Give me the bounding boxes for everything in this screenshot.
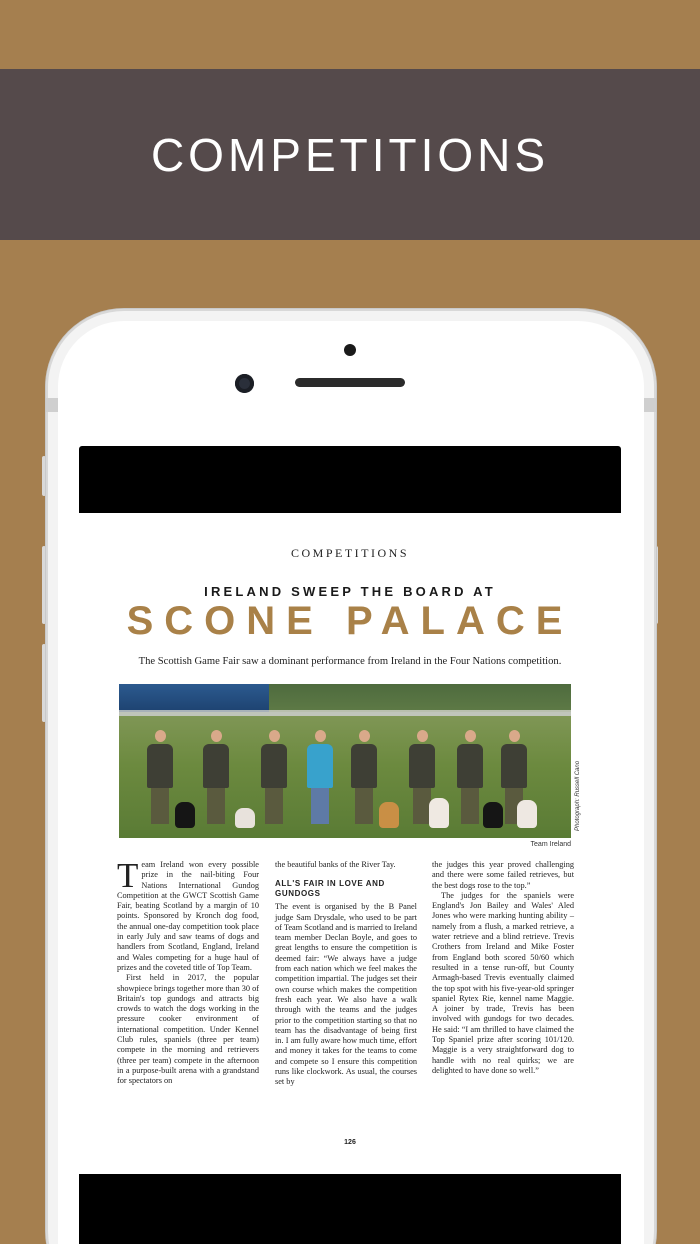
subheading: ALL'S FAIR IN LOVE AND GUNDOGS — [275, 879, 385, 899]
proximity-sensor-icon — [344, 344, 356, 356]
paragraph: the judges this year proved challenging and there were some failed retrieves, but the best dogs rose to the top.” — [432, 860, 574, 890]
standfirst: The Scottish Game Fair saw a dominant performance from Ireland in the Four Nations competition. — [138, 656, 562, 667]
article-column-1: Team Ireland won every possible prize in the nail-biting Four Nations International Gundog Competition at the GWCT Scottish Game Fair, beating Scotland by a margin of 10 points. Sponsored by Kronch dog food, the annual one-day competition took place in early July and saw teams of dogs and handlers from Scotland, England, Ireland and Wales competing for a huge haul of prizes and the coveted title of Top Team. First held in 2017, the popular showpiece brings together more than 30 of Britain's top gundogs and attracts big crowds to watch the dogs working in the pressure cooker environment of international competition. Under Kennel Club rules, spaniels (three per team) compete in the morning and retrievers (three per team) compete in the afternoon in a purpose-built arena with a grandstand for spectators on — [117, 856, 259, 1086]
page-number: 126 — [344, 1139, 356, 1146]
headline-top: IRELAND SWEEP THE BOARD AT — [204, 584, 496, 599]
earpiece-speaker — [295, 378, 405, 387]
section-label: COMPETITIONS — [290, 546, 409, 560]
dog — [379, 802, 399, 828]
person — [457, 730, 483, 824]
paragraph: The event is organised by the B Panel judge Sam Drysdale, who used to be part of Team Scotland and is married to Ireland team member Declan Boyle, and goes to great lengths to ensure the competition is deemed fair: “We always have a judge from each nation which we feel makes the competition impartial. The judges set their own course which makes the competition fresh each year. We also have a walk through with the teams and the judges prior to the competition starting so that no team has the disadvantage of being first in. I am fully aware how much time, effort and money it takes for the teams to come and compete so I ensure this competition runs like clockwork. As usual, the courses set by — [275, 902, 417, 1087]
antenna-line — [46, 398, 58, 412]
magazine-page[interactable] — [79, 513, 621, 1174]
paragraph: First held in 2017, the popular showpiece brings together more than 30 of Britain's top gundogs and attracts big crowds to watch the dogs working in the pressure cooker environment of international competition. Under Kennel Club rules, spaniels (three per team) compete in the morning and retrievers (three per team) compete in the afternoon in a purpose-built arena with a grandstand for spectators on — [117, 973, 259, 1086]
screen — [79, 446, 621, 1244]
fence — [119, 710, 571, 716]
trees — [269, 684, 571, 712]
person — [351, 730, 377, 824]
drop-cap: T — [117, 856, 139, 895]
article-column-3 — [432, 860, 574, 1076]
paragraph: The judges for the spaniels were England's Jon Bailey and Wales' Aled Jones who were marking hunting ability – namely from a flush, a marked retrieve, a water retrieve and a blind retrieve. Trevis Crothers from Ireland and Mike Foster from England both scored 50/60 which resulted in a tense run-off, but County Armagh-based Trevis eventually claimed the top spot with his five-year-old springer spaniel Rytex Rie, kennel name Maggie. A joiner by trade, Trevis has been involved with gundogs for two decades. He said: “I am thrilled to have claimed the Top Spaniel prize after scoring 101/120. Maggie is a very straightforward dog to handle with no real quirks; we are delighted to have done so well.” — [432, 890, 574, 1075]
paragraph: the beautiful banks of the River Tay. — [275, 860, 396, 869]
photo-caption: Team Ireland — [530, 841, 571, 848]
photo-credit: Photograph: Russell Cano — [575, 760, 581, 831]
dog — [429, 798, 449, 828]
team-photo — [119, 684, 571, 838]
person — [307, 730, 333, 824]
antenna-line — [644, 398, 656, 412]
grandstand — [119, 684, 269, 712]
promo-banner — [0, 69, 700, 240]
screen-bottom-bar — [79, 1174, 621, 1244]
banner-title: COMPETITIONS — [150, 128, 550, 181]
person — [147, 730, 173, 824]
dog — [235, 808, 255, 828]
article-column-2 — [275, 860, 417, 1088]
dog — [483, 802, 503, 828]
headline-main: SCONE PALACE — [126, 599, 574, 643]
person — [261, 730, 287, 824]
person — [203, 730, 229, 824]
dog — [175, 802, 195, 828]
dog — [517, 800, 537, 828]
screen-top-bar — [79, 446, 621, 513]
front-camera-icon — [235, 374, 254, 393]
